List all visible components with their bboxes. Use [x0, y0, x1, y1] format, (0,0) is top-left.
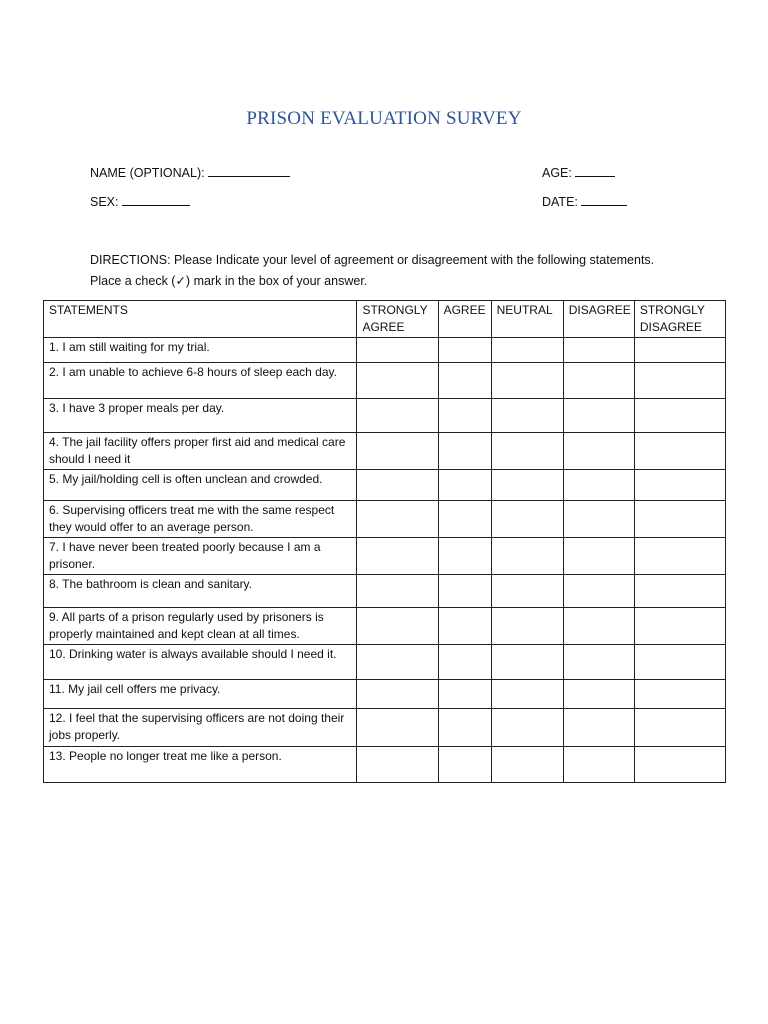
answer-box-strongly-disagree[interactable]	[634, 645, 725, 680]
answer-box-neutral[interactable]	[491, 338, 563, 363]
answer-box-strongly-agree[interactable]	[357, 433, 438, 470]
answer-box-strongly-agree[interactable]	[357, 470, 438, 501]
answer-box-agree[interactable]	[438, 645, 491, 680]
sex-input-line[interactable]	[122, 193, 190, 206]
statement-cell: 10. Drinking water is always available should I need it.	[44, 645, 357, 680]
answer-box-strongly-disagree[interactable]	[634, 433, 725, 470]
date-label: DATE:	[542, 195, 578, 209]
answer-box-agree[interactable]	[438, 363, 491, 399]
table-row	[44, 470, 726, 501]
age-field	[542, 164, 615, 180]
answer-box-disagree[interactable]	[563, 433, 634, 470]
answer-box-strongly-disagree[interactable]	[634, 709, 725, 747]
answer-box-disagree[interactable]	[563, 363, 634, 399]
answer-box-strongly-disagree[interactable]	[634, 747, 725, 783]
statement-cell: 12. I feel that the supervising officers are not doing their jobs properly.	[44, 709, 357, 747]
answer-box-strongly-disagree[interactable]	[634, 363, 725, 399]
answer-box-agree[interactable]	[438, 501, 491, 538]
answer-box-agree[interactable]	[438, 399, 491, 433]
header-statements: STATEMENTS	[44, 301, 357, 338]
directions	[90, 250, 730, 292]
answer-box-agree[interactable]	[438, 538, 491, 575]
answer-box-strongly-agree[interactable]	[357, 363, 438, 399]
answer-box-agree[interactable]	[438, 470, 491, 501]
table-row	[44, 338, 726, 363]
answer-box-strongly-agree[interactable]	[357, 399, 438, 433]
answer-box-strongly-disagree[interactable]	[634, 399, 725, 433]
date-field	[542, 193, 627, 209]
page-title: PRISON EVALUATION SURVEY	[246, 108, 522, 129]
answer-box-agree[interactable]	[438, 575, 491, 608]
header-row	[44, 301, 726, 338]
survey-table	[43, 300, 726, 783]
answer-box-neutral[interactable]	[491, 363, 563, 399]
age-label: AGE:	[542, 166, 572, 180]
answer-box-strongly-disagree[interactable]	[634, 501, 725, 538]
name-field	[90, 164, 290, 180]
answer-box-neutral[interactable]	[491, 433, 563, 470]
table-row	[44, 363, 726, 399]
name-input-line[interactable]	[208, 164, 290, 177]
table-row	[44, 709, 726, 747]
answer-box-strongly-agree[interactable]	[357, 501, 438, 538]
answer-box-disagree[interactable]	[563, 608, 634, 645]
answer-box-neutral[interactable]	[491, 747, 563, 783]
answer-box-neutral[interactable]	[491, 470, 563, 501]
answer-box-disagree[interactable]	[563, 645, 634, 680]
header-strongly-disagree: STRONGLY DISAGREE	[634, 301, 725, 338]
answer-box-strongly-disagree[interactable]	[634, 608, 725, 645]
header-disagree: DISAGREE	[563, 301, 634, 338]
answer-box-disagree[interactable]	[563, 538, 634, 575]
statement-cell: 4. The jail facility offers proper first aid and medical care should I need it	[44, 433, 357, 470]
answer-box-neutral[interactable]	[491, 680, 563, 709]
statement-cell: 13. People no longer treat me like a person.	[44, 747, 357, 783]
answer-box-agree[interactable]	[438, 608, 491, 645]
statement-cell: 9. All parts of a prison regularly used by prisoners is properly maintained and kept clean at all times.	[44, 608, 357, 645]
answer-box-neutral[interactable]	[491, 575, 563, 608]
answer-box-agree[interactable]	[438, 338, 491, 363]
answer-box-neutral[interactable]	[491, 645, 563, 680]
answer-box-agree[interactable]	[438, 747, 491, 783]
answer-box-disagree[interactable]	[563, 575, 634, 608]
answer-box-disagree[interactable]	[563, 470, 634, 501]
header-neutral: NEUTRAL	[491, 301, 563, 338]
table-row	[44, 645, 726, 680]
answer-box-strongly-agree[interactable]	[357, 709, 438, 747]
directions-line-2: Place a check (✓) mark in the box of your answer.	[90, 274, 368, 288]
answer-box-agree[interactable]	[438, 433, 491, 470]
table-row	[44, 680, 726, 709]
statement-cell: 1. I am still waiting for my trial.	[44, 338, 357, 363]
sex-label: SEX:	[90, 195, 119, 209]
answer-box-strongly-agree[interactable]	[357, 538, 438, 575]
answer-box-neutral[interactable]	[491, 538, 563, 575]
sex-field	[90, 193, 190, 209]
directions-line-1: DIRECTIONS: Please Indicate your level of agreement or disagreement with the following statements.	[90, 253, 655, 267]
answer-box-strongly-agree[interactable]	[357, 338, 438, 363]
name-label: NAME (OPTIONAL):	[90, 166, 205, 180]
statement-cell: 11. My jail cell offers me privacy.	[44, 680, 357, 709]
statement-cell: 2. I am unable to achieve 6-8 hours of sleep each day.	[44, 363, 357, 399]
answer-box-neutral[interactable]	[491, 501, 563, 538]
answer-box-neutral[interactable]	[491, 399, 563, 433]
table-row	[44, 747, 726, 783]
answer-box-strongly-agree[interactable]	[357, 747, 438, 783]
statement-cell: 3. I have 3 proper meals per day.	[44, 399, 357, 433]
answer-box-disagree[interactable]	[563, 680, 634, 709]
statement-cell: 5. My jail/holding cell is often unclean and crowded.	[44, 470, 357, 501]
statement-cell: 8. The bathroom is clean and sanitary.	[44, 575, 357, 608]
answer-box-strongly-disagree[interactable]	[634, 470, 725, 501]
answer-box-strongly-agree[interactable]	[357, 575, 438, 608]
answer-box-agree[interactable]	[438, 709, 491, 747]
table-row	[44, 608, 726, 645]
table-row	[44, 433, 726, 470]
answer-box-disagree[interactable]	[563, 338, 634, 363]
answer-box-disagree[interactable]	[563, 501, 634, 538]
header-strongly-agree: STRONGLY AGREE	[357, 301, 438, 338]
answer-box-disagree[interactable]	[563, 747, 634, 783]
age-input-line[interactable]	[575, 164, 615, 177]
table-row	[44, 538, 726, 575]
answer-box-neutral[interactable]	[491, 608, 563, 645]
date-input-line[interactable]	[581, 193, 627, 206]
answer-box-strongly-agree[interactable]	[357, 608, 438, 645]
answer-box-strongly-disagree[interactable]	[634, 338, 725, 363]
table-row	[44, 399, 726, 433]
answer-box-strongly-agree[interactable]	[357, 645, 438, 680]
header-agree: AGREE	[438, 301, 491, 338]
statement-cell: 6. Supervising officers treat me with the same respect they would offer to an average person.	[44, 501, 357, 538]
answer-box-neutral[interactable]	[491, 709, 563, 747]
answer-box-disagree[interactable]	[563, 709, 634, 747]
table-row	[44, 575, 726, 608]
answer-box-strongly-disagree[interactable]	[634, 575, 725, 608]
answer-box-strongly-agree[interactable]	[357, 680, 438, 709]
table-row	[44, 501, 726, 538]
answer-box-strongly-disagree[interactable]	[634, 538, 725, 575]
answer-box-agree[interactable]	[438, 680, 491, 709]
answer-box-disagree[interactable]	[563, 399, 634, 433]
statement-cell: 7. I have never been treated poorly because I am a prisoner.	[44, 538, 357, 575]
answer-box-strongly-disagree[interactable]	[634, 680, 725, 709]
